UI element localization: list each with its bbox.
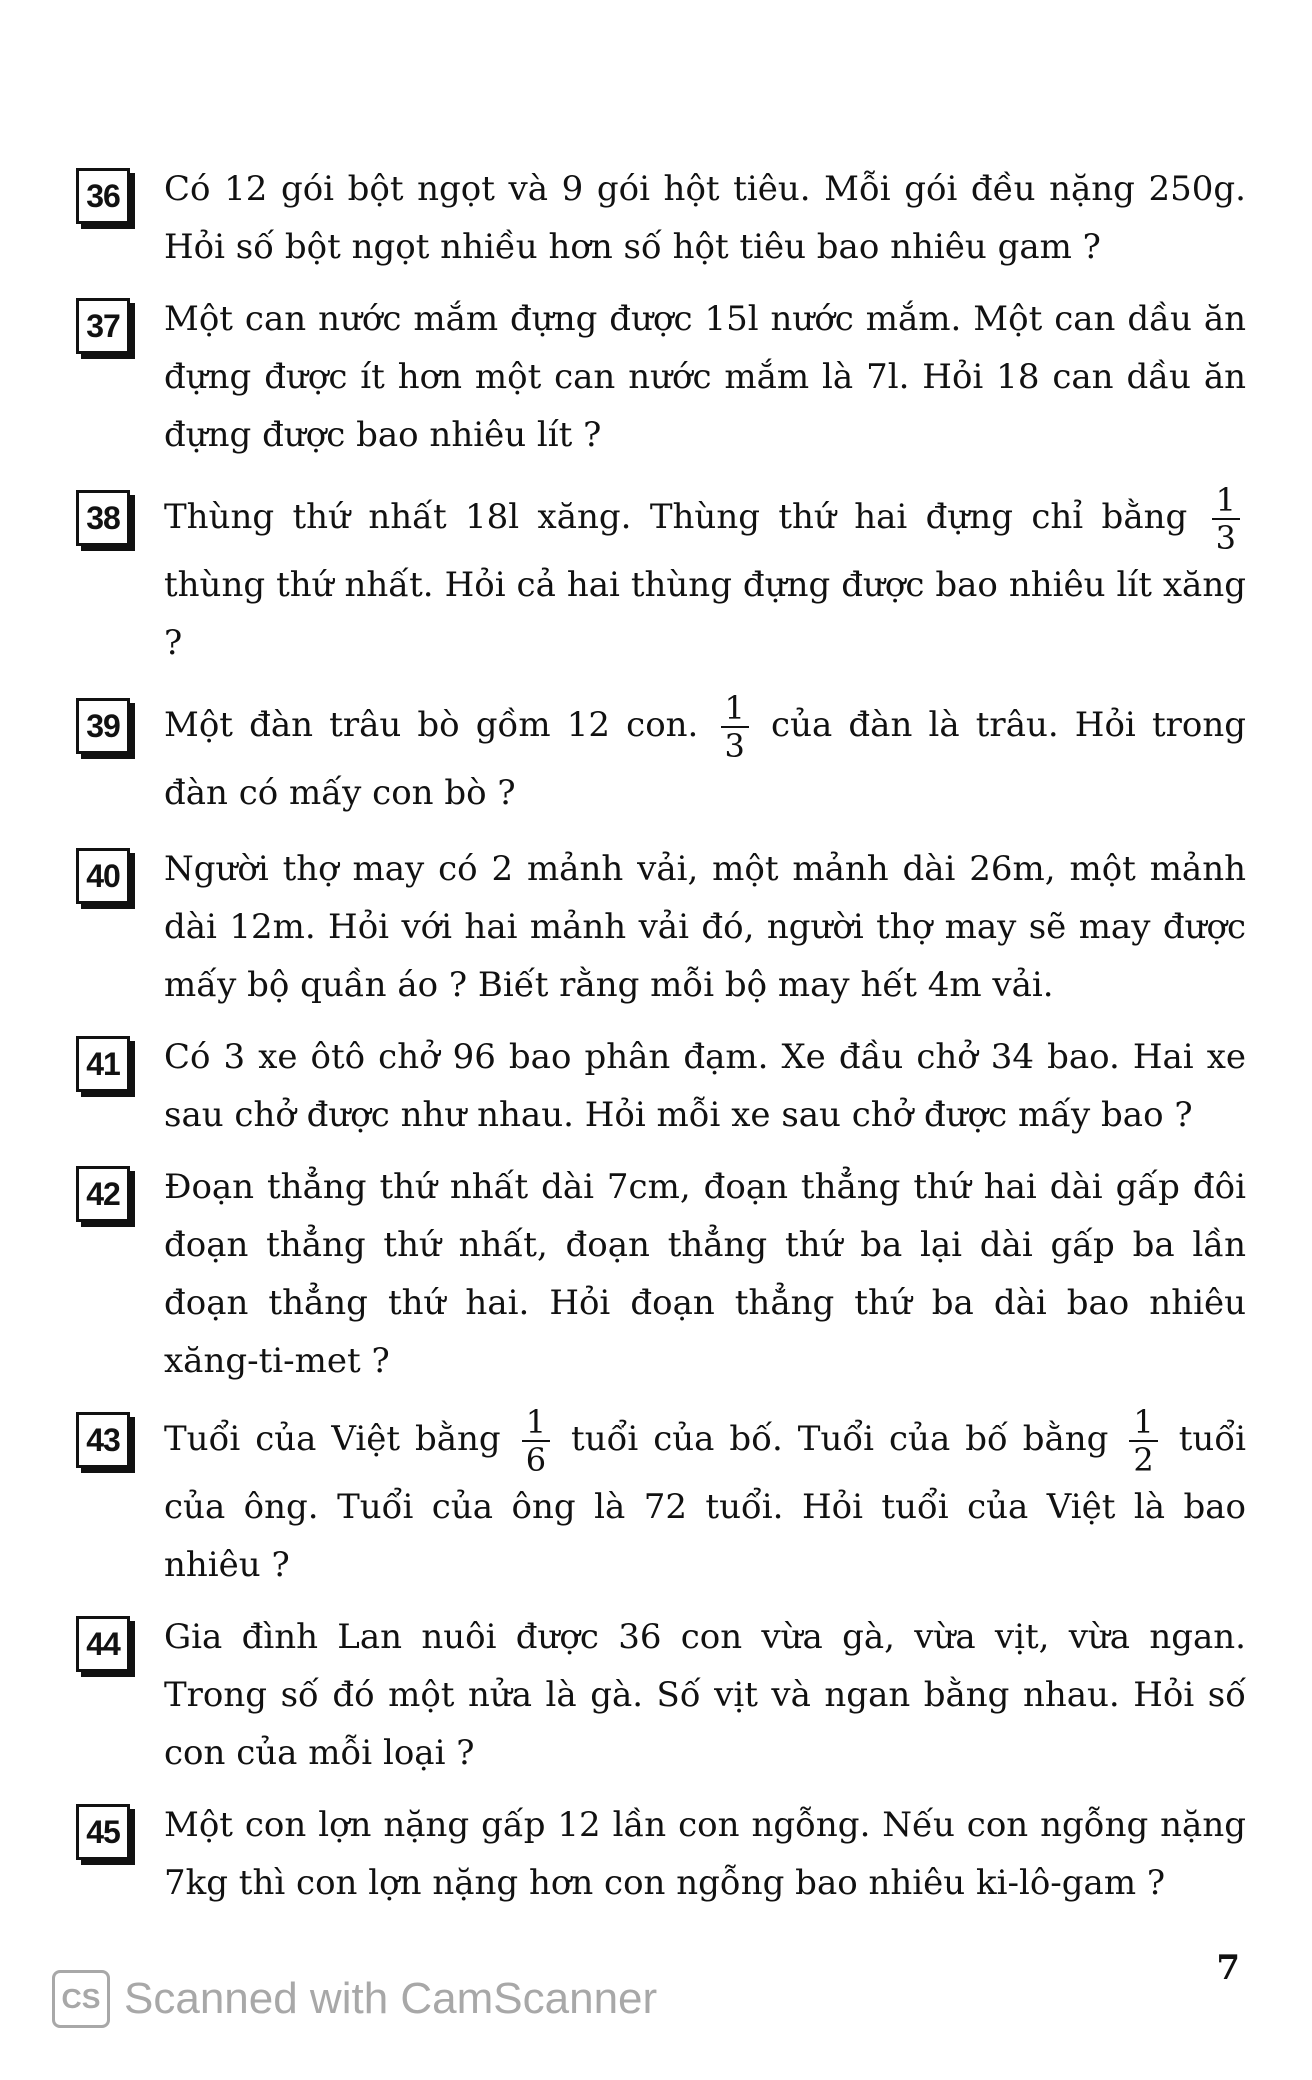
problem-text: Người thợ may có 2 mảnh vải, một mảnh dài 26m, một mảnh dài 12m. Hỏi với hai mảnh vải đó, người thợ may sẽ may được mấy bộ quần áo ? Biết rằng mỗi bộ may hết 4m vải. xyxy=(164,849,1246,1005)
problem-45 xyxy=(76,1796,1246,1912)
text-after-fraction: tuổi của ông. Tuổi của ông là 72 tuổi. Hỏi tuổi của Việt là bao nhiêu ? xyxy=(164,1419,1247,1585)
text-before-fraction: Thùng thứ nhất 18l xăng. Thùng thứ hai đựng chỉ bằng xyxy=(164,497,1188,537)
fraction xyxy=(721,690,749,764)
problem-text: Có 12 gói bột ngọt và 9 gói hột tiêu. Mỗi gói đều nặng 250g. Hỏi số bột ngọt nhiều hơn số hột tiêu bao nhiêu gam ? xyxy=(164,169,1246,267)
problem-text: Gia đình Lan nuôi được 36 con vừa gà, vừa vịt, vừa ngan. Trong số đó một nửa là gà. Số vịt và ngan bằng nhau. Hỏi số con của mỗi loại ? xyxy=(164,1617,1246,1773)
problem-42 xyxy=(76,1158,1246,1390)
fraction-numerator: 1 xyxy=(522,1404,550,1442)
fraction xyxy=(1212,482,1240,556)
text-after-fraction: thùng thứ nhất. Hỏi cả hai thùng đựng được bao nhiêu lít xăng ? xyxy=(164,565,1246,663)
fraction-denominator: 3 xyxy=(724,727,745,765)
problem-40 xyxy=(76,840,1246,1014)
problem-text xyxy=(164,690,1246,822)
fraction xyxy=(1129,1404,1157,1478)
problem-44 xyxy=(76,1608,1246,1782)
problem-37 xyxy=(76,290,1246,464)
fraction-numerator: 1 xyxy=(1129,1404,1157,1442)
text-before-fraction: Một đàn trâu bò gồm 12 con. xyxy=(164,705,699,745)
problem-number: 45 xyxy=(76,1804,130,1860)
text-before-fraction: Tuổi của Việt bằng xyxy=(164,1419,501,1459)
problem-number: 43 xyxy=(76,1412,130,1468)
problem-41 xyxy=(76,1028,1246,1144)
problem-text xyxy=(164,482,1246,672)
fraction xyxy=(522,1404,550,1478)
text-between-fractions: tuổi của bố. Tuổi của bố bằng xyxy=(571,1419,1109,1459)
camscanner-logo-icon: CS xyxy=(52,1970,110,2028)
problem-text xyxy=(164,1404,1246,1594)
fraction-numerator: 1 xyxy=(721,690,749,728)
fraction-numerator: 1 xyxy=(1212,482,1240,520)
problem-text: Đoạn thẳng thứ nhất dài 7cm, đoạn thẳng thứ hai dài gấp đôi đoạn thẳng thứ nhất, đoạn thẳng thứ ba lại dài gấp ba lần đoạn thẳng thứ hai. Hỏi đoạn thẳng thứ ba dài bao nhiêu xăng-ti-met ? xyxy=(164,1167,1246,1381)
problem-list xyxy=(76,160,1246,1912)
problem-number: 41 xyxy=(76,1036,130,1092)
problem-39 xyxy=(76,690,1246,822)
fraction-denominator: 6 xyxy=(525,1441,547,1479)
problem-number: 38 xyxy=(76,490,130,546)
problem-text: Một can nước mắm đựng được 15l nước mắm. Một can dầu ăn đựng được ít hơn một can nước mắm là 7l. Hỏi 18 can dầu ăn đựng được bao nhiêu lít ? xyxy=(164,299,1246,455)
watermark-text: Scanned with CamScanner xyxy=(124,1974,658,2023)
problem-text: Một con lợn nặng gấp 12 lần con ngỗng. Nếu con ngỗng nặng 7kg thì con lợn nặng hơn con ngỗng bao nhiêu ki-lô-gam ? xyxy=(164,1805,1246,1903)
camscanner-watermark xyxy=(52,1970,657,2028)
problem-36 xyxy=(76,160,1246,276)
page-number: 7 xyxy=(1216,1948,1240,1988)
problem-number: 40 xyxy=(76,848,130,904)
problem-text: Có 3 xe ôtô chở 96 bao phân đạm. Xe đầu chở 34 bao. Hai xe sau chở được như nhau. Hỏi mỗi xe sau chở được mấy bao ? xyxy=(164,1037,1246,1135)
problem-number: 39 xyxy=(76,698,130,754)
text-after-fraction: của đàn là trâu. Hỏi trong đàn có mấy con bò ? xyxy=(164,705,1247,813)
problem-number: 42 xyxy=(76,1166,130,1222)
fraction-denominator: 2 xyxy=(1133,1441,1154,1479)
fraction-denominator: 3 xyxy=(1215,519,1237,557)
problem-43 xyxy=(76,1404,1246,1594)
problem-number: 37 xyxy=(76,298,130,354)
problem-38 xyxy=(76,482,1246,672)
problem-number: 44 xyxy=(76,1616,130,1672)
problem-number: 36 xyxy=(76,168,130,224)
